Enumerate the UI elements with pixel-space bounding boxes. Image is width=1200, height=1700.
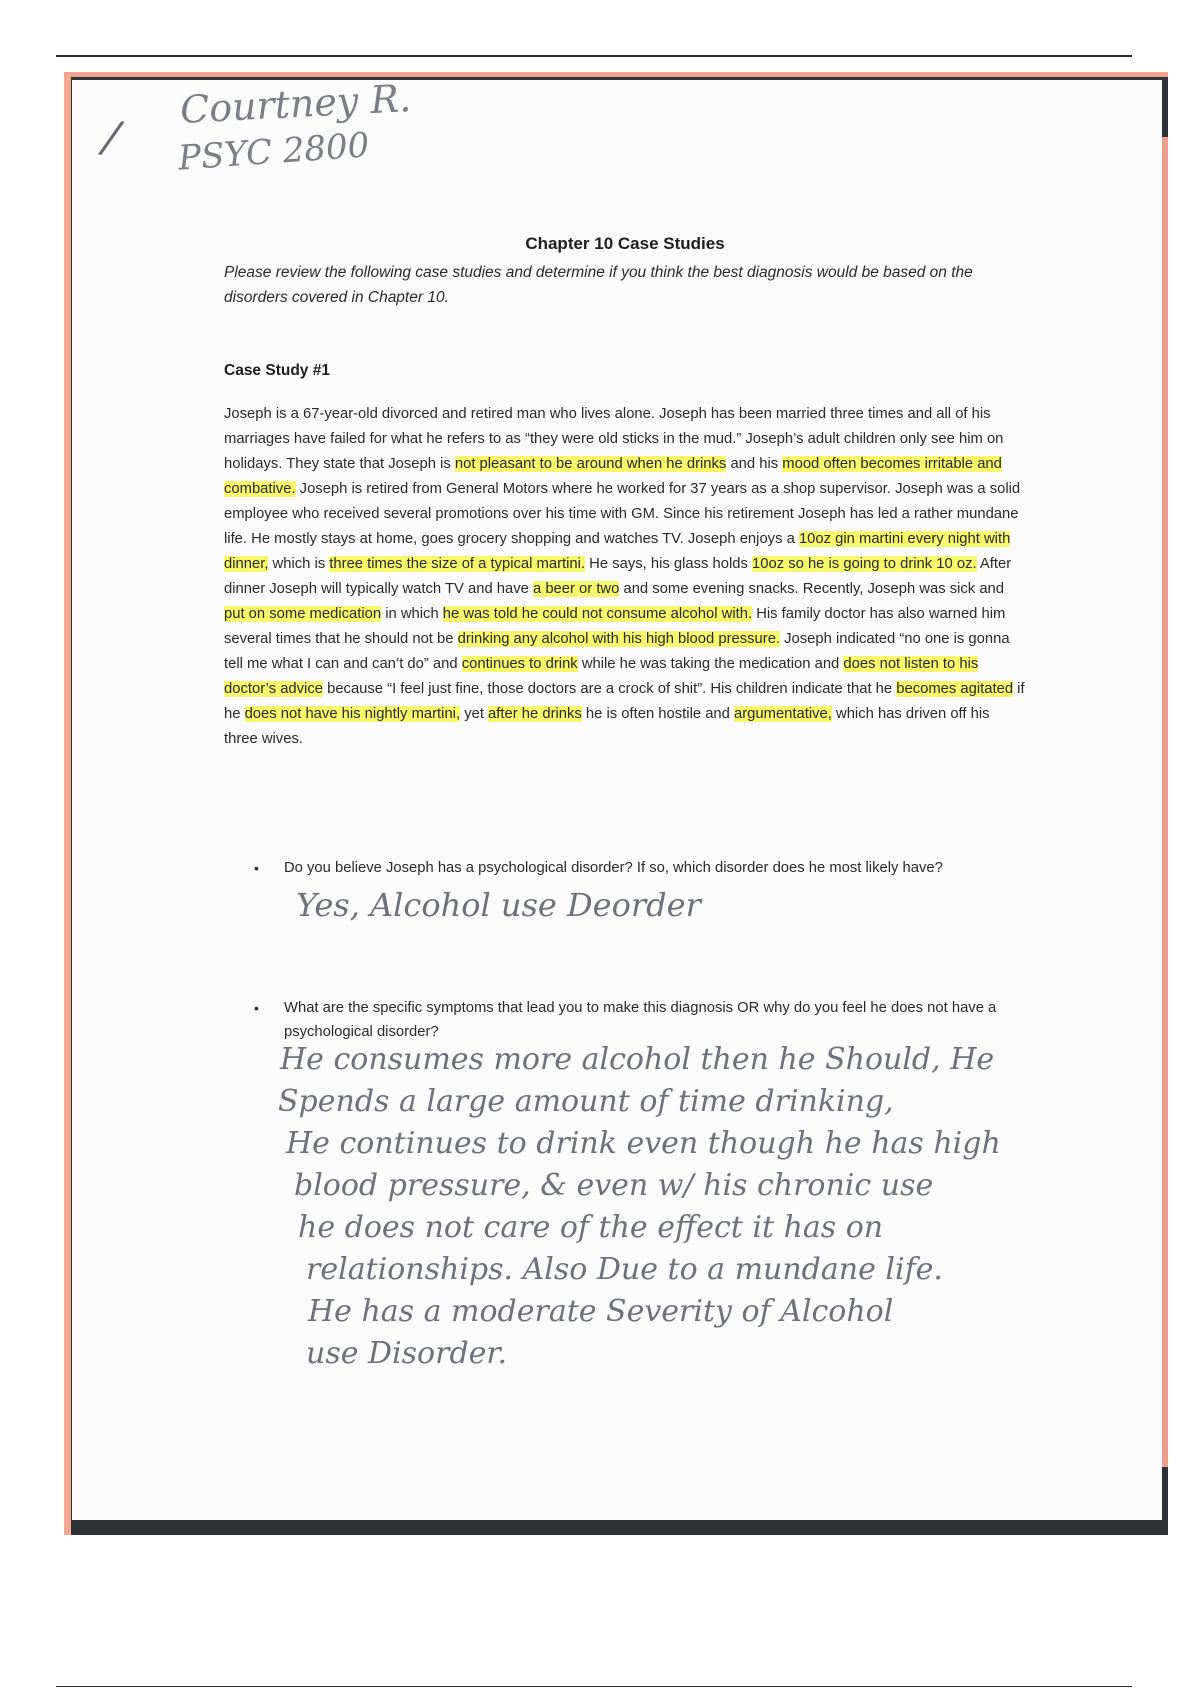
bottom-rule	[56, 1686, 1132, 1687]
highlighted-text: does not listen to his doctor’s advice	[224, 656, 979, 697]
body-text: After dinner Joseph will typically watch TV and have	[224, 556, 1012, 597]
handwritten-answer-2-line: He consumes more alcohol then he Should, He	[280, 1042, 995, 1077]
handwritten-answer-2-line: use Disorder.	[306, 1336, 507, 1371]
body-text: Joseph is retired from General Motors where he worked for 37 years as a shop supervisor. Joseph was a solid employee who received several promotions over his time with GM. Since his retirement Joseph has led a rather mundane life. He mostly stays at home, goes grocery shopping and watches TV. Joseph enjoys a	[224, 481, 1021, 547]
highlighted-text: he was told he could not consume alcohol with.	[442, 606, 753, 622]
bullet: •	[254, 1000, 259, 1016]
highlighted-text: mood often becomes irritable and combative.	[224, 456, 1002, 497]
handwritten-answer-2-line: he does not care of the effect it has on	[298, 1210, 884, 1245]
body-text: yet	[460, 706, 489, 722]
question-1-text: Do you believe Joseph has a psychological disorder? If so, which disorder does he most likely have?	[284, 860, 943, 876]
highlighted-text: a beer or two	[532, 581, 620, 597]
highlighted-text: 10oz gin martini every night with dinner,	[224, 531, 1011, 572]
body-text: in which	[381, 606, 443, 622]
body-text: while he was taking the medication and	[577, 656, 844, 672]
highlighted-text: continues to drink	[461, 656, 578, 672]
body-text: He says, his glass holds	[585, 556, 753, 572]
body-text: Joseph is a 67-year-old divorced and retired man who lives alone. Joseph has been married three times and all of his marriages have failed for what he refers to as “they were old sticks in the mud.” Joseph’s adult children only see him on holidays. They state that Joseph is	[224, 406, 1004, 472]
handwritten-student-name: Courtney R.	[179, 75, 413, 133]
handwritten-answer-2-line: relationships. Also Due to a mundane life.	[306, 1252, 943, 1287]
case-study-heading: Case Study #1	[224, 362, 330, 379]
question-2	[254, 996, 1004, 1044]
body-text: he is often hostile and	[581, 706, 734, 722]
paper-edge-right	[1162, 137, 1168, 1467]
highlighted-text: not pleasant to be around when he drinks	[454, 456, 727, 472]
paper-edge-left	[64, 77, 71, 1535]
handwritten-answer-2-line: He continues to drink even though he has high	[286, 1126, 1001, 1161]
handwritten-answer-2-line: Spends a large amount of time drinking,	[278, 1084, 894, 1119]
instructions-text: Please review the following case studies and determine if you think the best diagnosis would be based on the disorders covered in Chapter 10.	[224, 264, 973, 306]
body-text: and his	[726, 456, 783, 472]
body-text: because “I feel just fine, those doctors are a crock of shit”. His children indicate that he	[322, 681, 897, 697]
handwritten-answer-2-line: He has a moderate Severity of Alcohol	[308, 1294, 894, 1329]
body-text: His family doctor has also warned him several times that he should not be	[224, 606, 1006, 647]
highlighted-text: put on some medication	[224, 606, 382, 622]
case-study-body	[224, 402, 1026, 752]
bullet: •	[254, 860, 259, 876]
highlighted-text: drinking any alcohol with his high blood pressure.	[457, 631, 781, 647]
highlighted-text: does not have his nightly martini,	[244, 706, 461, 722]
highlighted-text: three times the size of a typical martini.	[329, 556, 586, 572]
body-text: which has driven off his three wives.	[224, 706, 990, 747]
handwritten-check-mark: /	[100, 111, 123, 164]
body-text: Joseph indicated “no one is gonna tell me what I can and can’t do” and	[224, 631, 1010, 672]
question-2-text: What are the specific symptoms that lead you to make this diagnosis OR why do you feel he does not have a psychological disorder?	[284, 1000, 997, 1040]
question-1	[254, 856, 1004, 880]
highlighted-text: 10oz so he is going to drink 10 oz.	[752, 556, 977, 572]
highlighted-text: argumentative,	[734, 706, 832, 722]
body-text: and some evening snacks. Recently, Joseph was sick and	[619, 581, 1005, 597]
handwritten-course-code: PSYC 2800	[176, 125, 371, 179]
document-title: Chapter 10 Case Studies	[525, 234, 725, 253]
handwritten-answer-1: Yes, Alcohol use Deorder	[296, 886, 701, 924]
body-text: if he	[224, 681, 1025, 722]
top-rule	[56, 55, 1132, 57]
handwritten-answer-2-line: blood pressure, & even w/ his chronic use	[294, 1168, 934, 1203]
highlighted-text: after he drinks	[488, 706, 582, 722]
body-text: which is	[268, 556, 330, 572]
highlighted-text: becomes agitated	[896, 681, 1014, 697]
